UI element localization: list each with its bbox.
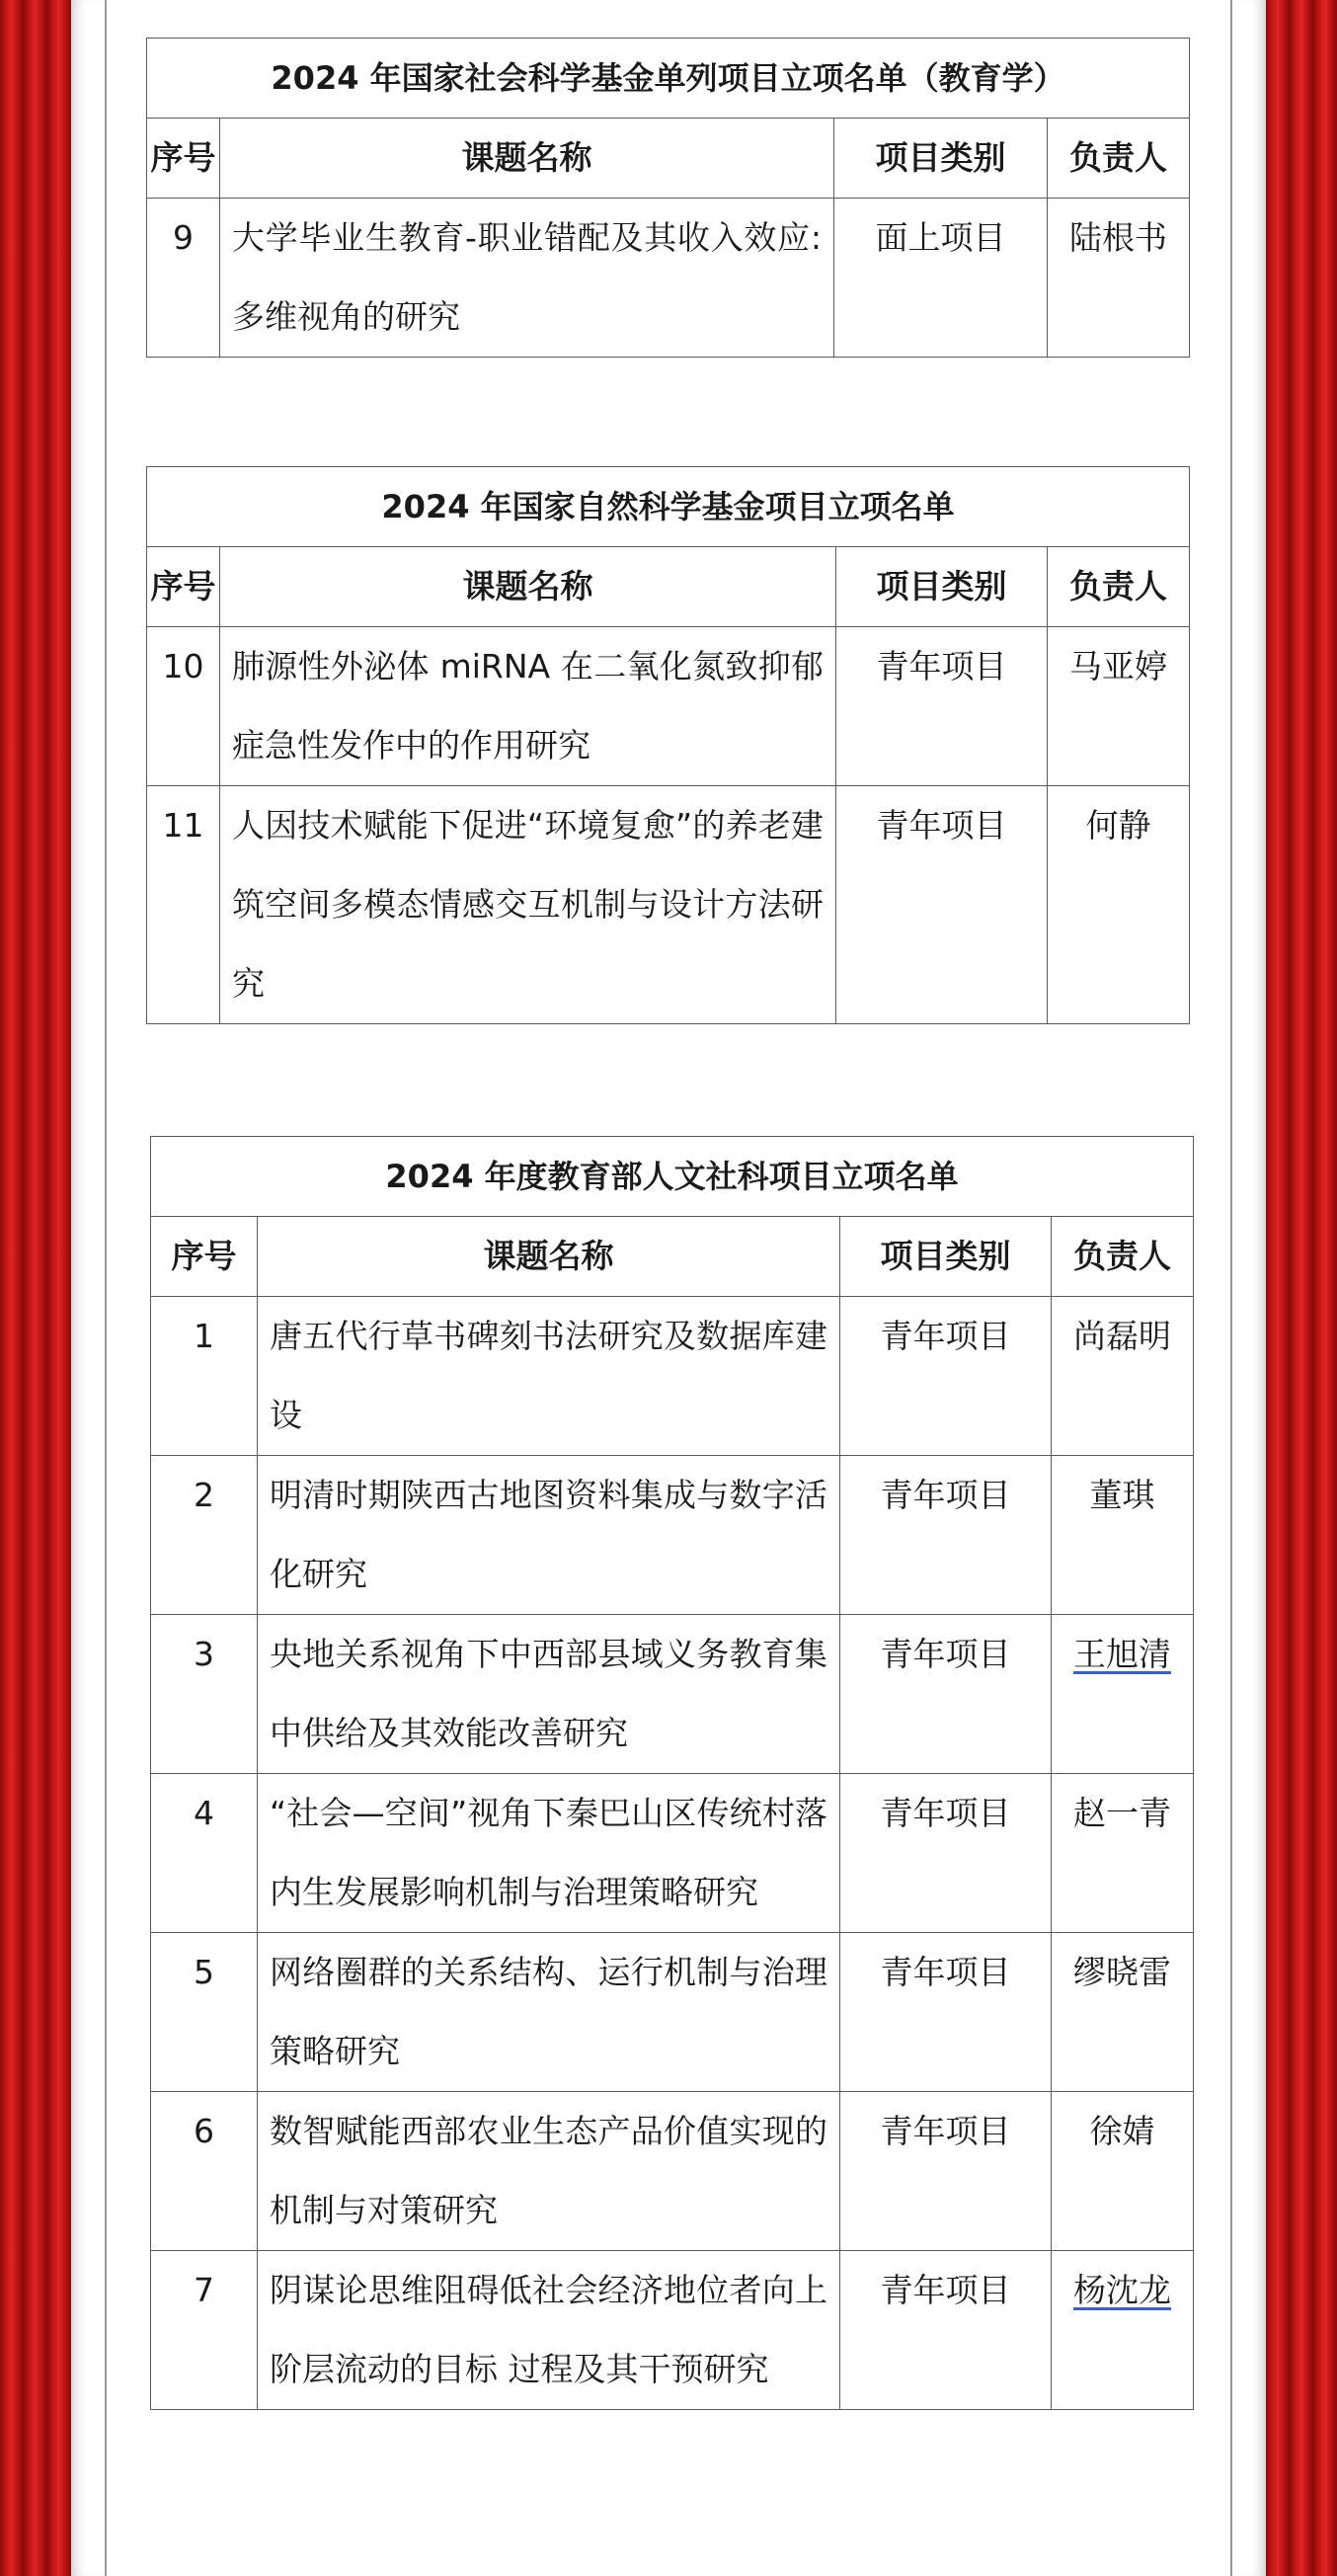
row-no: 4 bbox=[151, 1774, 258, 1933]
table-moe-humanities-projects bbox=[150, 1136, 1194, 2410]
row-name: 人因技术赋能下促进“环境复愈”的养老建筑空间多模态情感交互机制与设计方法研究 bbox=[220, 786, 836, 1024]
header-name: 课题名称 bbox=[220, 547, 836, 627]
row-lead: 尚磊明 bbox=[1052, 1297, 1194, 1456]
header-no: 序号 bbox=[147, 119, 220, 199]
row-type: 面上项目 bbox=[834, 199, 1048, 358]
row-type: 青年项目 bbox=[840, 2251, 1052, 2410]
row-name: 明清时期陕西古地图资料集成与数字活化研究 bbox=[258, 1456, 840, 1615]
right-red-curtain-border bbox=[1266, 0, 1337, 2576]
row-name: 唐五代行草书碑刻书法研究及数据库建设 bbox=[258, 1297, 840, 1456]
row-type: 青年项目 bbox=[840, 1456, 1052, 1615]
row-type: 青年项目 bbox=[836, 786, 1048, 1024]
row-lead: 何静 bbox=[1048, 786, 1190, 1024]
header-lead: 负责人 bbox=[1052, 1217, 1194, 1297]
row-name: 网络圈群的关系结构、运行机制与治理策略研究 bbox=[258, 1933, 840, 2092]
header-type: 项目类别 bbox=[840, 1217, 1052, 1297]
row-type: 青年项目 bbox=[836, 627, 1048, 786]
header-row bbox=[147, 119, 1190, 199]
row-lead: 赵一青 bbox=[1052, 1774, 1194, 1933]
table-row bbox=[147, 786, 1190, 1024]
row-lead: 董琪 bbox=[1052, 1456, 1194, 1615]
table-row bbox=[151, 1615, 1194, 1774]
row-no: 10 bbox=[147, 627, 220, 786]
row-lead: 徐婧 bbox=[1052, 2092, 1194, 2251]
row-lead: 杨沈龙 bbox=[1052, 2251, 1194, 2410]
row-lead: 王旭清 bbox=[1052, 1615, 1194, 1774]
header-name: 课题名称 bbox=[258, 1217, 840, 1297]
header-type: 项目类别 bbox=[836, 547, 1048, 627]
table-row bbox=[151, 1774, 1194, 1933]
row-type: 青年项目 bbox=[840, 1615, 1052, 1774]
row-type: 青年项目 bbox=[840, 2092, 1052, 2251]
table-row bbox=[151, 1456, 1194, 1615]
row-name: 大学毕业生教育-职业错配及其收入效应:多维视角的研究 bbox=[220, 199, 834, 358]
header-no: 序号 bbox=[147, 547, 220, 627]
row-no: 6 bbox=[151, 2092, 258, 2251]
table-natural-science-fund bbox=[146, 466, 1190, 1024]
header-row bbox=[151, 1217, 1194, 1297]
row-lead: 缪晓雷 bbox=[1052, 1933, 1194, 2092]
left-page-rule bbox=[105, 0, 107, 2576]
table-row bbox=[147, 627, 1190, 786]
header-lead: 负责人 bbox=[1048, 119, 1190, 199]
header-row bbox=[147, 547, 1190, 627]
row-type: 青年项目 bbox=[840, 1774, 1052, 1933]
row-name: “社会—空间”视角下秦巴山区传统村落内生发展影响机制与治理策略研究 bbox=[258, 1774, 840, 1933]
left-red-curtain-border bbox=[0, 0, 71, 2576]
header-name: 课题名称 bbox=[220, 119, 834, 199]
table-social-science-fund bbox=[146, 38, 1190, 358]
row-no: 1 bbox=[151, 1297, 258, 1456]
table-title: 2024 年度教育部人文社科项目立项名单 bbox=[151, 1137, 1194, 1217]
table-title: 2024 年国家社会科学基金单列项目立项名单（教育学） bbox=[147, 39, 1190, 119]
table-row bbox=[151, 2092, 1194, 2251]
table-title: 2024 年国家自然科学基金项目立项名单 bbox=[147, 467, 1190, 547]
row-no: 9 bbox=[147, 199, 220, 358]
row-type: 青年项目 bbox=[840, 1933, 1052, 2092]
table-row bbox=[151, 2251, 1194, 2410]
table-row bbox=[147, 199, 1190, 358]
header-lead: 负责人 bbox=[1048, 547, 1190, 627]
row-no: 3 bbox=[151, 1615, 258, 1774]
header-no: 序号 bbox=[151, 1217, 258, 1297]
row-lead: 陆根书 bbox=[1048, 199, 1190, 358]
right-margin bbox=[1230, 0, 1266, 2576]
table-row bbox=[151, 1297, 1194, 1456]
row-no: 7 bbox=[151, 2251, 258, 2410]
right-page-rule bbox=[1230, 0, 1232, 2576]
row-name: 肺源性外泌体 miRNA 在二氧化氮致抑郁症急性发作中的作用研究 bbox=[220, 627, 836, 786]
row-lead: 马亚婷 bbox=[1048, 627, 1190, 786]
row-no: 2 bbox=[151, 1456, 258, 1615]
row-name: 央地关系视角下中西部县域义务教育集中供给及其效能改善研究 bbox=[258, 1615, 840, 1774]
left-margin bbox=[71, 0, 107, 2576]
row-no: 11 bbox=[147, 786, 220, 1024]
header-type: 项目类别 bbox=[834, 119, 1048, 199]
row-name: 数智赋能西部农业生态产品价值实现的机制与对策研究 bbox=[258, 2092, 840, 2251]
row-no: 5 bbox=[151, 1933, 258, 2092]
row-name: 阴谋论思维阻碍低社会经济地位者向上阶层流动的目标 过程及其干预研究 bbox=[258, 2251, 840, 2410]
table-row bbox=[151, 1933, 1194, 2092]
row-type: 青年项目 bbox=[840, 1297, 1052, 1456]
